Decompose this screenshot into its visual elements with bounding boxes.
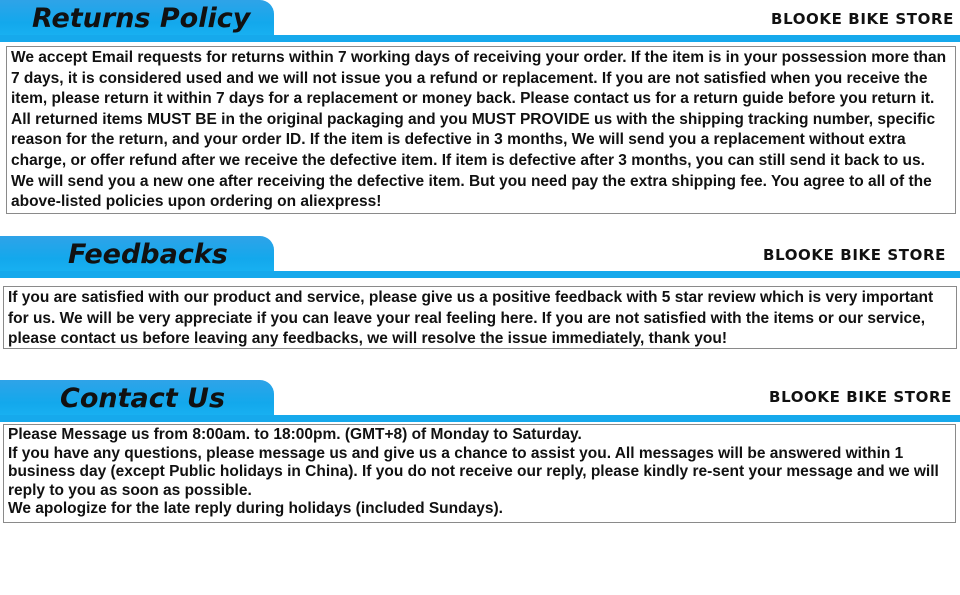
returns-policy-section	[0, 0, 960, 211]
section-title-tab	[0, 0, 274, 38]
policy-paragraph: We accept Email requests for returns within 7 working days of receiving your order. If the item is in your possession more than 7 days, it is considered used and we will not issue you a refund or replacement. If you are not satisfied when you receive the item, please return it within 7 days for a replacement or money back. Please contact us for a return guide before you return it. All returned items MUST BE in the original packaging and you MUST PROVIDE us with the shipping tracking number, specific reason for the return, and your order ID. If the item is defective in 3 months, We will send you a replacement without extra charge, or offer refund after we receive the defective item. If item is defective after 3 months, you can still send it back to us. We will send you a new one after receiving the defective item. But you need pay the extra shipping fee. You agree to all of the above-listed policies upon ordering on aliexpress!	[11, 49, 947, 211]
section-header	[0, 236, 960, 278]
contact-us-section	[0, 380, 960, 518]
feedback-text-box	[3, 286, 957, 349]
section-title: Returns Policy	[32, 3, 251, 34]
section-header	[0, 380, 960, 422]
section-title-tab	[0, 380, 274, 418]
feedbacks-section	[0, 236, 960, 348]
store-name: BLOOKE BIKE STORE	[771, 10, 954, 28]
section-title: Contact Us	[60, 383, 226, 414]
header-rule	[0, 35, 960, 42]
policy-text-box	[6, 46, 956, 214]
section-header	[0, 0, 960, 42]
holiday-note: We apologize for the late reply during holidays (included Sundays).	[8, 500, 503, 518]
feedback-paragraph: If you are satisfied with our product and service, please give us a positive feedback with 5 star review which is very important for us. We will be very appreciate if you can leave your real feeling here. If you are not satisfied with the items or our service, please contact us before leaving any feedbacks, we will resolve the issue immediately, thank you!	[8, 289, 934, 348]
section-title: Feedbacks	[68, 239, 228, 270]
store-name: BLOOKE BIKE STORE	[769, 388, 952, 406]
header-rule	[0, 415, 960, 422]
section-title-tab	[0, 236, 274, 274]
store-name: BLOOKE BIKE STORE	[763, 246, 946, 264]
contact-paragraph: If you have any questions, please message us and give us a chance to assist you. All messages will be answered within 1 business day (except Public holidays in China). If you do not receive our reply, please kindly re-sent your message and we will reply to you as soon as possible.	[8, 444, 939, 499]
contact-text-box	[3, 424, 956, 523]
contact-hours: Please Message us from 8:00am. to 18:00pm. (GMT+8) of Monday to Saturday.	[8, 426, 582, 443]
header-rule	[0, 271, 960, 278]
